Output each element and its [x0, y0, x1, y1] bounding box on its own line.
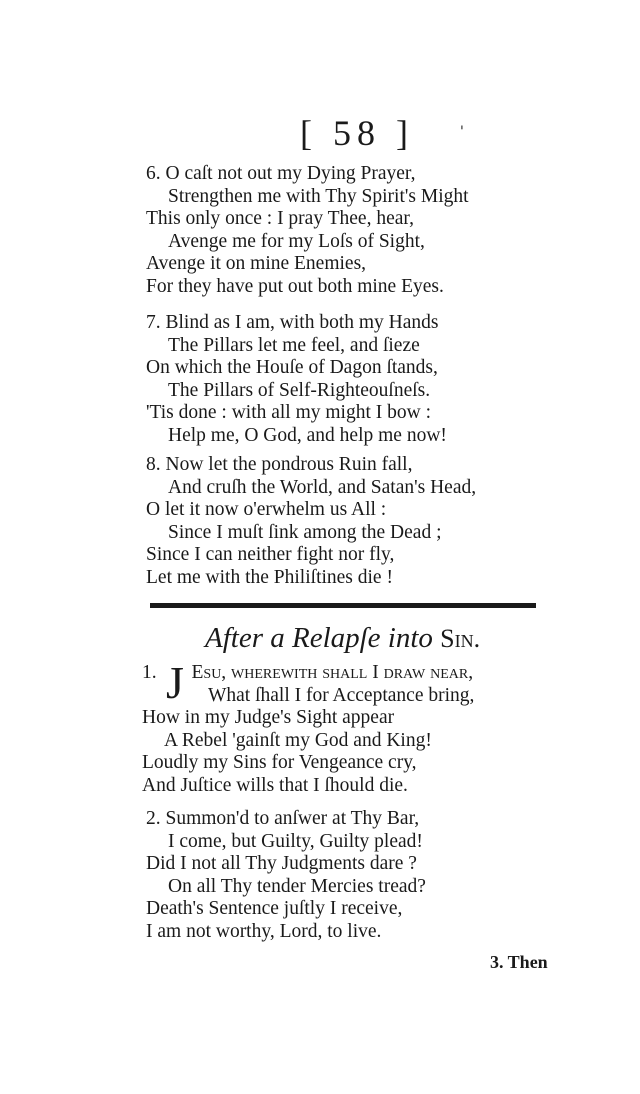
section-divider — [150, 603, 536, 608]
verse-line: Death's Sentence juſtly I receive, — [146, 898, 403, 920]
verse-line: 6. O caſt not out my Dying Prayer, — [146, 163, 416, 184]
verse-line: 7. Blind as I am, with both my Hands — [146, 312, 439, 333]
verse-line: Help me, O God, and help me now! — [168, 424, 447, 446]
stanza-1 — [142, 657, 475, 798]
verse-line: The Pillars let me feel, and ſieze — [168, 334, 420, 356]
verse-line: Avenge it on mine Enemies, — [146, 253, 367, 275]
verse-line: Esu, wherewith ſhall I draw near, — [191, 662, 474, 683]
stanza-2 — [146, 808, 426, 944]
verse-line: On which the Houſe of Dagon ſtands, — [146, 357, 438, 379]
verse-line: And Juſtice wills that I ſhould die. — [142, 774, 408, 796]
verse-line: How in my Judge's Sight appear — [142, 707, 395, 729]
verse-line: Did I not all Thy Judgments dare ? — [146, 853, 417, 875]
verse-line: The Pillars of Self-Righteouſneſs. — [168, 379, 431, 401]
stanza-number: 1. — [142, 662, 157, 683]
hymn-title-smallcaps: Sin. — [440, 624, 481, 653]
verse-line: This only once : I pray Thee, hear, — [146, 208, 414, 230]
verse-line: Avenge me for my Loſs of Sight, — [168, 230, 425, 252]
verse-line: O let it now o'erwhelm us All : — [146, 499, 387, 521]
stanza-8 — [146, 454, 476, 590]
stanza-6 — [146, 163, 469, 299]
verse-line: I come, but Guilty, Guilty plead! — [168, 830, 423, 852]
verse-line: Since I can neither fight nor fly, — [146, 544, 395, 566]
verse-line: 2. Summon'd to anſwer at Thy Bar, — [146, 808, 420, 829]
page-number: [ 58 ] — [300, 113, 414, 153]
stray-mark: ' — [460, 124, 464, 140]
verse-line-first — [142, 662, 474, 685]
verse-line: I am not worthy, Lord, to live. — [146, 920, 382, 942]
verse-line: Let me with the Philiſtines die ! — [146, 566, 393, 588]
verse-line: What ſhall I for Acceptance bring, — [208, 684, 475, 706]
verse-line: For they have put out both mine Eyes. — [146, 275, 444, 297]
hymn-title-main: After a Relapſe into — [205, 622, 441, 654]
verse-line: 8. Now let the pondrous Ruin fall, — [146, 454, 413, 475]
verse-line: Loudly my Sins for Vengeance cry, — [142, 752, 417, 774]
verse-line: And cruſh the World, and Satan's Head, — [168, 476, 477, 498]
verse-line: 'Tis done : with all my might I bow : — [146, 402, 432, 424]
verse-line: Since I muſt ſink among the Dead ; — [168, 521, 442, 543]
verse-line: Strengthen me with Thy Spirit's Might — [168, 185, 469, 207]
drop-cap: J — [166, 657, 184, 708]
hymn-title — [205, 622, 480, 655]
verse-line: On all Thy tender Mercies tread? — [168, 875, 426, 897]
stanza-7 — [146, 312, 447, 448]
catchword: 3. Then — [490, 952, 548, 972]
verse-line: A Rebel 'gainſt my God and King! — [164, 729, 432, 751]
